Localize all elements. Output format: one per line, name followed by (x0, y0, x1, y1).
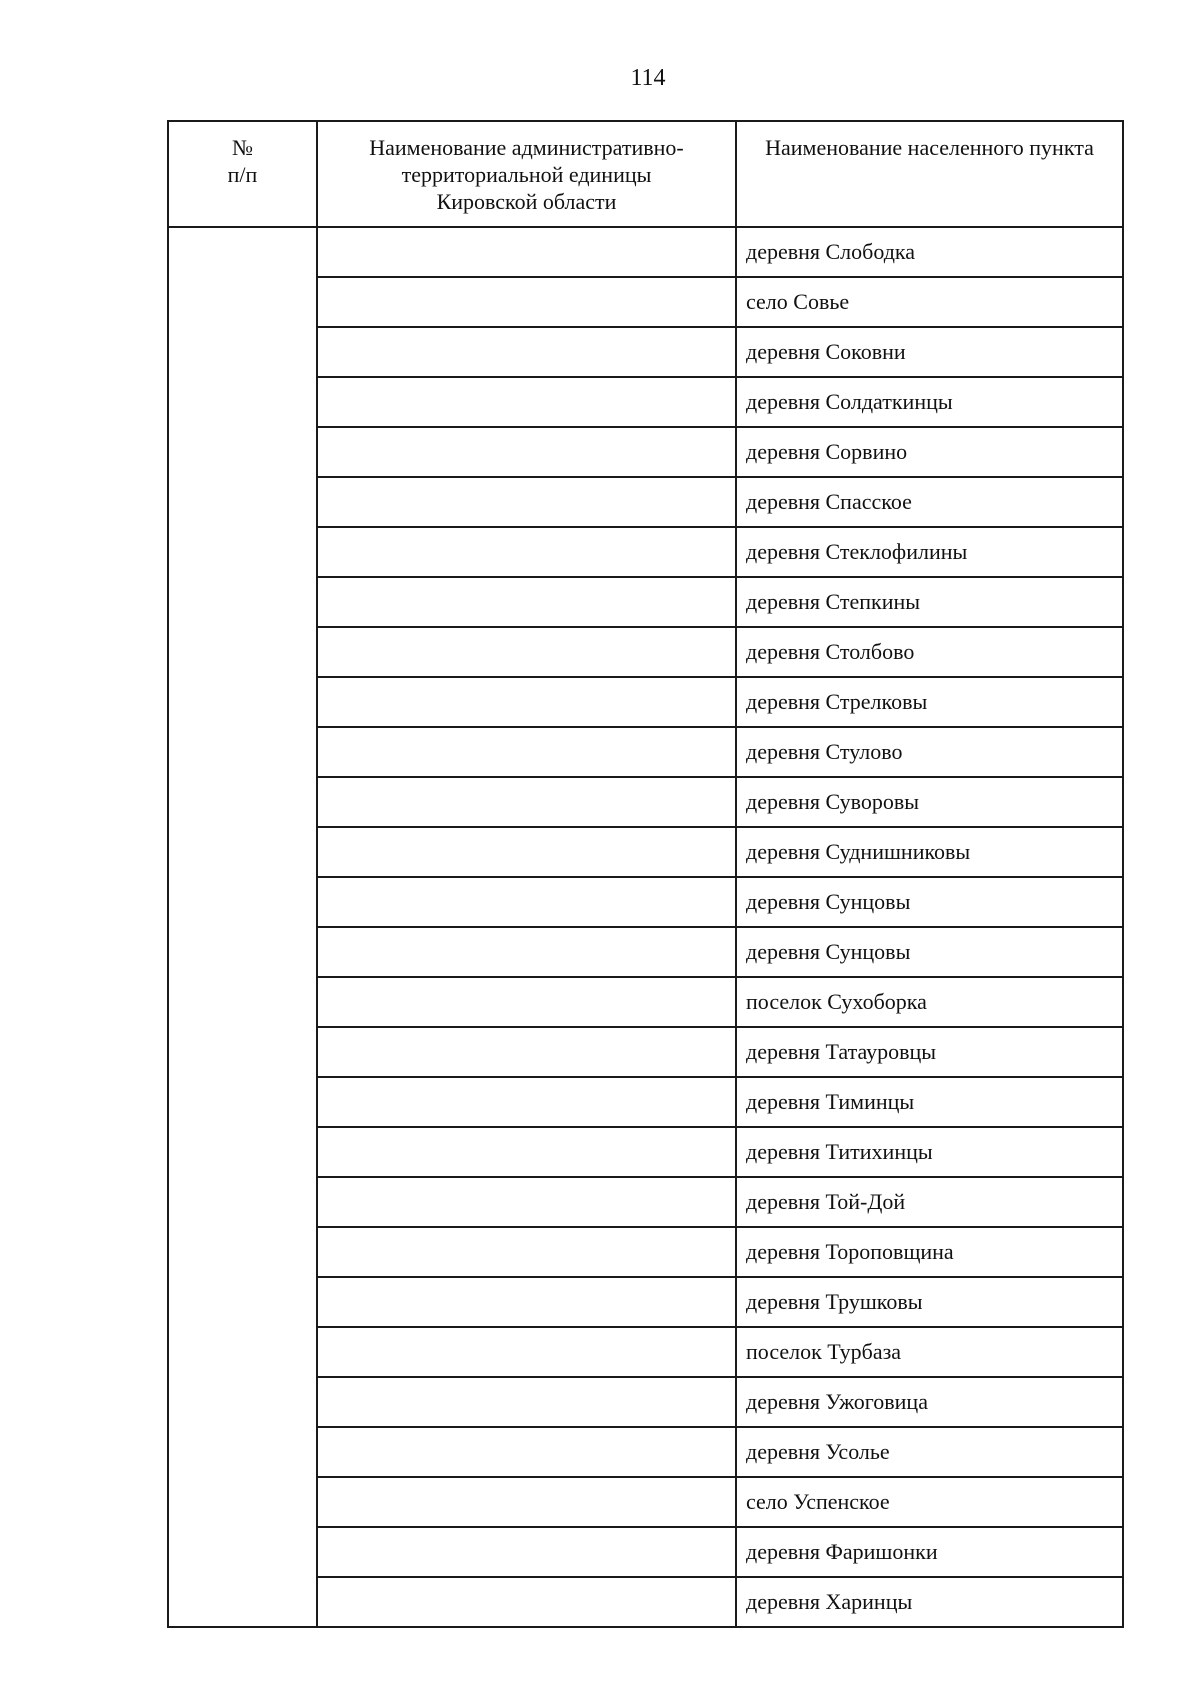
admin-unit-cell (317, 1127, 736, 1177)
header-admin-unit-label: Наименование административно-территориальной единицы Кировской области (369, 135, 684, 214)
settlement-cell: деревня Сорвино (736, 427, 1123, 477)
header-settlement (736, 121, 1123, 227)
admin-unit-cell (317, 827, 736, 877)
admin-unit-cell (317, 1277, 736, 1327)
admin-unit-cell (317, 477, 736, 527)
admin-unit-cell (317, 1577, 736, 1627)
settlement-cell: деревня Столбово (736, 627, 1123, 677)
settlement-cell: деревня Татауровцы (736, 1027, 1123, 1077)
settlement-cell: деревня Тиминцы (736, 1077, 1123, 1127)
admin-unit-cell (317, 1077, 736, 1127)
admin-unit-cell (317, 777, 736, 827)
settlement-cell: деревня Стеклофилины (736, 527, 1123, 577)
admin-unit-cell (317, 227, 736, 277)
admin-unit-cell (317, 327, 736, 377)
settlement-cell: деревня Харинцы (736, 1577, 1123, 1627)
admin-unit-cell (317, 527, 736, 577)
settlement-cell: деревня Спасское (736, 477, 1123, 527)
settlement-cell: деревня Слободка (736, 227, 1123, 277)
admin-unit-cell (317, 1177, 736, 1227)
table-body (168, 227, 1123, 1627)
header-settlement-label: Наименование населенного пункта (765, 135, 1094, 160)
table-row (168, 227, 1123, 277)
admin-unit-cell (317, 577, 736, 627)
page-number: 114 (630, 65, 666, 91)
header-row (168, 121, 1123, 227)
admin-unit-cell (317, 1477, 736, 1527)
admin-unit-cell (317, 1027, 736, 1077)
settlement-cell: деревня Тороповщина (736, 1227, 1123, 1277)
settlement-cell: деревня Ужоговица (736, 1377, 1123, 1427)
settlement-cell: деревня Сунцовы (736, 927, 1123, 977)
admin-unit-cell (317, 627, 736, 677)
header-number-label: № п/п (227, 135, 258, 187)
table-header (168, 121, 1123, 227)
settlement-cell: деревня Фаришонки (736, 1527, 1123, 1577)
settlement-cell: село Совье (736, 277, 1123, 327)
header-admin-unit (317, 121, 736, 227)
settlement-cell: деревня Титихинцы (736, 1127, 1123, 1177)
admin-unit-cell (317, 1327, 736, 1377)
settlements-table (167, 120, 1124, 1628)
admin-unit-cell (317, 427, 736, 477)
settlement-cell: поселок Сухоборка (736, 977, 1123, 1027)
settlement-cell: деревня Стулово (736, 727, 1123, 777)
admin-unit-cell (317, 877, 736, 927)
admin-unit-cell (317, 377, 736, 427)
settlement-cell: деревня Той-Дой (736, 1177, 1123, 1227)
settlement-cell: деревня Трушковы (736, 1277, 1123, 1327)
header-number (168, 121, 317, 227)
admin-unit-cell (317, 1377, 736, 1427)
settlement-cell: деревня Усолье (736, 1427, 1123, 1477)
admin-unit-cell (317, 1427, 736, 1477)
settlement-cell: деревня Степкины (736, 577, 1123, 627)
admin-unit-cell (317, 1527, 736, 1577)
settlement-cell: деревня Стрелковы (736, 677, 1123, 727)
row-number-cell (168, 227, 317, 1627)
settlement-cell: деревня Солдаткинцы (736, 377, 1123, 427)
admin-unit-cell (317, 727, 736, 777)
admin-unit-cell (317, 1227, 736, 1277)
settlement-cell: деревня Суворовы (736, 777, 1123, 827)
settlement-cell: поселок Турбаза (736, 1327, 1123, 1377)
admin-unit-cell (317, 277, 736, 327)
admin-unit-cell (317, 977, 736, 1027)
admin-unit-cell (317, 677, 736, 727)
settlement-cell: деревня Сунцовы (736, 877, 1123, 927)
settlement-cell: деревня Суднишниковы (736, 827, 1123, 877)
settlement-cell: деревня Соковни (736, 327, 1123, 377)
admin-unit-cell (317, 927, 736, 977)
settlement-cell: село Успенское (736, 1477, 1123, 1527)
